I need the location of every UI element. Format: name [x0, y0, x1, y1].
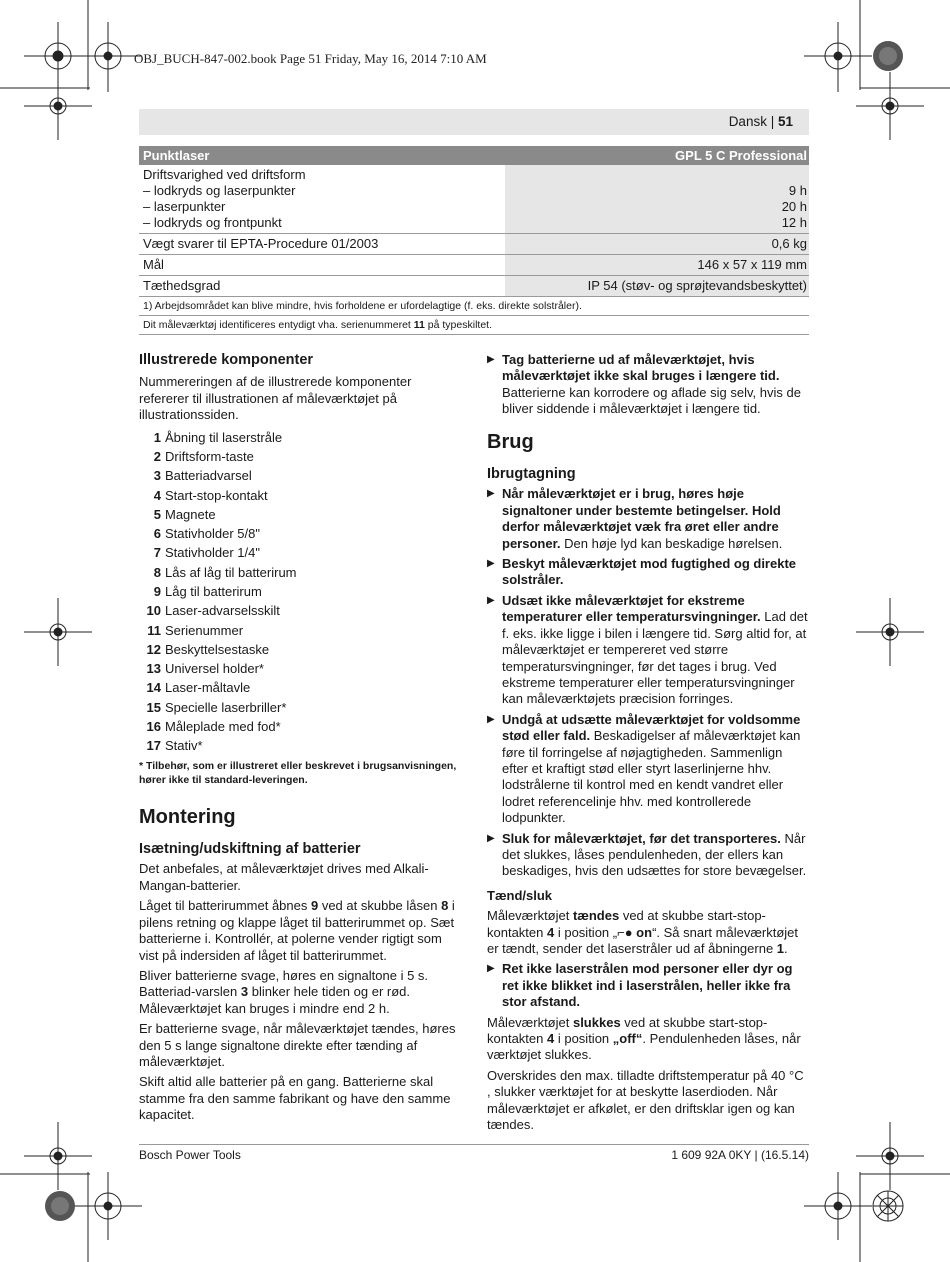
arrow-right-icon: ▶: [487, 594, 495, 606]
spec-table-header: [139, 146, 809, 165]
list-item: 15 Specielle laserbriller*: [146, 699, 287, 715]
spec-label: Mål: [143, 257, 164, 272]
warning-item: ▶ Sluk for måleværktøjet, før det transporteres. Når det slukkes, låses pendulenheden, der ellers kan beskadiges, hvis den udsættes for store bevægelser.: [487, 830, 807, 879]
spec-label: Tæthedsgrad: [143, 278, 221, 293]
arrow-right-icon: ▶: [487, 963, 495, 975]
heading-batteries: Isætning/udskiftning af batterier: [139, 841, 361, 858]
heading-montering: Montering: [139, 805, 236, 828]
paragraph: Måleværktøjet slukkes ved at skubbe start-stop-kontakten 4 i position „off“. Pendulenheden låses, når værktøjet slukkes.: [487, 1014, 801, 1063]
list-item: 6 Stativholder 5/8": [153, 526, 260, 542]
spec-value: 12 h: [781, 215, 807, 230]
arrow-right-icon: ▶: [487, 832, 495, 844]
page-number: 51: [777, 114, 793, 129]
spec-table: [139, 146, 809, 335]
arrow-right-icon: ▶: [487, 488, 495, 500]
page-header-bar: [139, 109, 809, 135]
spec-label: – lodkryds og laserpunkter: [143, 183, 296, 198]
arrow-right-icon: ▶: [487, 713, 495, 725]
spec-value: [507, 167, 807, 183]
paragraph: Måleværktøjet tændes ved at skubbe start-stop-kontakten 4 i position „⌐● on“. Så snart måleværktøjet er tændt, sender det laserstråler ud af åbningerne 1.: [487, 908, 798, 956]
list-item: 12 Beskyttelsestaske: [146, 641, 270, 657]
warning-item: ▶ Udsæt ikke måleværktøjet for ekstreme temperaturer eller temperatursvingninger. Lad det f. eks. ikke ligge i bilen i længere tid. Sørg altid for, at måleværktøjet er tempereret ved større temperatursvingninger, før det tages i brug. Ved ekstreme temperaturer eller temperatursvingninger kan måleværktøjets præcision forringes.: [487, 592, 808, 707]
spec-row: [139, 234, 809, 255]
heading-brug: Brug: [487, 430, 534, 453]
laser-on-icon: ⌐●: [617, 924, 633, 940]
heading-ibrugtagning: Ibrugtagning: [487, 466, 576, 483]
list-item: 14 Laser-måltavle: [146, 680, 251, 696]
spec-value: IP 54 (støv- og sprøjtevandsbeskyttet): [587, 278, 807, 293]
spec-value: 146 x 57 x 119 mm: [697, 257, 807, 272]
list-item: 9 Låg til batterirum: [153, 584, 262, 599]
heading-taend-sluk: Tænd/sluk: [487, 887, 553, 903]
footer-brand: Bosch Power Tools: [139, 1148, 241, 1162]
spec-model: GPL 5 C Professional: [675, 148, 807, 163]
print-slug: OBJ_BUCH-847-002.book Page 51 Friday, May 16, 2014 7:10 AM: [134, 51, 487, 66]
warning-item: ▶ Ret ikke laserstrålen mod personer eller dyr og ret ikke blikket ind i laserstrålen, heller ikke fra stor afstand.: [487, 961, 793, 1010]
spec-row: [139, 255, 809, 276]
spec-value: 9 h: [788, 183, 807, 198]
paragraph: Skift altid alle batterier på en gang. Batterierne skal stamme fra den samme fabrikant og have den samme kapacitet.: [139, 1074, 451, 1123]
list-item: 3 Batteriadvarsel: [153, 468, 252, 484]
warning-item: ▶ Beskyt måleværktøjet mod fugtighed og direkte solstråler.: [487, 556, 797, 588]
list-item: 11 Serienummer: [147, 622, 244, 638]
spec-value: 0,6 kg: [771, 236, 807, 251]
list-item: 16 Måleplade med fod*: [146, 719, 281, 735]
paragraph: Låget til batterirummet åbnes 9 ved at skubbe låsen 8 i pilens retning og klappe låget til batterirummet op. Sæt batterierne i. Kontrollér, at polerne vender rigtigt som vist på indersiden af låget til batterirummet.: [139, 898, 455, 963]
warning-item: ▶ Undgå at udsætte måleværktøjet for voldsomme stød eller fald. Beskadigelser af måleværktøjet kan føre til forringelse af nøjagtigheden. Sammenlign efter et kraftigt stød eller styrt laserlinjerne hhv. lodstrålerne til kontrol med en kendt vandret eller lodret referencelinje hhv. med kontrollerede lodpunkter.: [487, 711, 801, 826]
footer-divider: [139, 1144, 809, 1145]
components-intro: Nummereringen af de illustrerede komponenter refererer til illustrationen af måleværktøjet på illustrationssiden.: [139, 374, 412, 423]
serial-note: [139, 316, 809, 335]
right-column: [487, 352, 809, 1133]
spec-row: [139, 276, 809, 297]
spec-label: – lodkryds og frontpunkt: [143, 215, 282, 230]
paragraph: Overskrides den max. tilladte driftstemperatur på 40 °C , slukker værktøjet for at beskytte laserdioden. Når måleværktøjet er afkølet, er den driftsklar igen og kan tændes.: [487, 1067, 804, 1133]
spec-value: 20 h: [781, 199, 807, 214]
list-item: 5 Magnete: [153, 506, 216, 522]
spec-row: [139, 165, 809, 234]
list-item: 8 Lås af låg til batterirum: [153, 564, 297, 580]
warning-item: ▶ Når måleværktøjet er i brug, høres høje signaltoner under bestemte betingelser. Hold derfor måleværktøjet væk fra øret eller andre personer. Den høje lyd kan beskadige hørelsen.: [487, 486, 783, 551]
warning-item: ▶ Tag batterierne ud af måleværktøjet, hvis måleværktøjet ikke skal bruges i længere tid. Batterierne kan korrodere og aflade sig selv, hvis de bliver siddende i måleværktøjet i længere tid.: [487, 352, 801, 417]
spec-label: Driftsvarighed ved driftsform: [143, 167, 306, 182]
list-item: 13 Universel holder*: [146, 661, 264, 677]
spec-footnote: 1) Arbejdsområdet kan blive mindre, hvis forholdene er ufordelagtige (f. eks. direkte solstråler).: [139, 297, 809, 316]
accessory-note: * Tilbehør, som er illustreret eller beskrevet i brugsanvisningen, hører ikke til standard-leveringen.: [139, 759, 457, 786]
spec-product: Punktlaser: [143, 148, 210, 163]
paragraph: Er batterierne svage, når måleværktøjet tændes, høres den 5 s lange signaltone direkte efter tænding af måleværktøjet.: [139, 1021, 456, 1069]
header-language: Dansk: [728, 114, 767, 129]
header-separator: |: [766, 114, 778, 129]
left-column: [139, 352, 457, 1124]
list-item: 1 Åbning til laserstråle: [153, 429, 283, 445]
note-text: på typeskiltet.: [424, 319, 492, 331]
list-item: 17 Stativ*: [146, 738, 203, 754]
note-text: Dit måleværktøj identificeres entydigt vha. serienummeret: [143, 319, 414, 331]
arrow-right-icon: ▶: [487, 354, 495, 365]
spec-label: Vægt svarer til EPTA-Procedure 01/2003: [143, 236, 379, 251]
list-item: 7 Stativholder 1/4": [153, 545, 260, 561]
footer-doc-id: 1 609 92A 0KY | (16.5.14): [671, 1148, 809, 1162]
paragraph: Det anbefales, at måleværktøjet drives med Alkali-Mangan-batterier.: [139, 861, 429, 893]
arrow-right-icon: ▶: [487, 558, 495, 570]
note-bold: 11: [413, 319, 425, 331]
paragraph: Bliver batterierne svage, høres en signaltone i 5 s. Batteriad-varslen 3 blinker hele tiden og er rød. Måleværktøjet kan bruges i mindre end 2 h.: [139, 967, 429, 1016]
spec-label: – laserpunkter: [143, 199, 226, 214]
list-item: 2 Driftsform-taste: [153, 448, 254, 464]
heading-components: Illustrerede komponenter: [139, 352, 314, 368]
components-list: [139, 428, 457, 756]
list-item: 4 Start-stop-kontakt: [153, 487, 268, 503]
list-item: 10 Laser-advarselsskilt: [146, 603, 280, 619]
